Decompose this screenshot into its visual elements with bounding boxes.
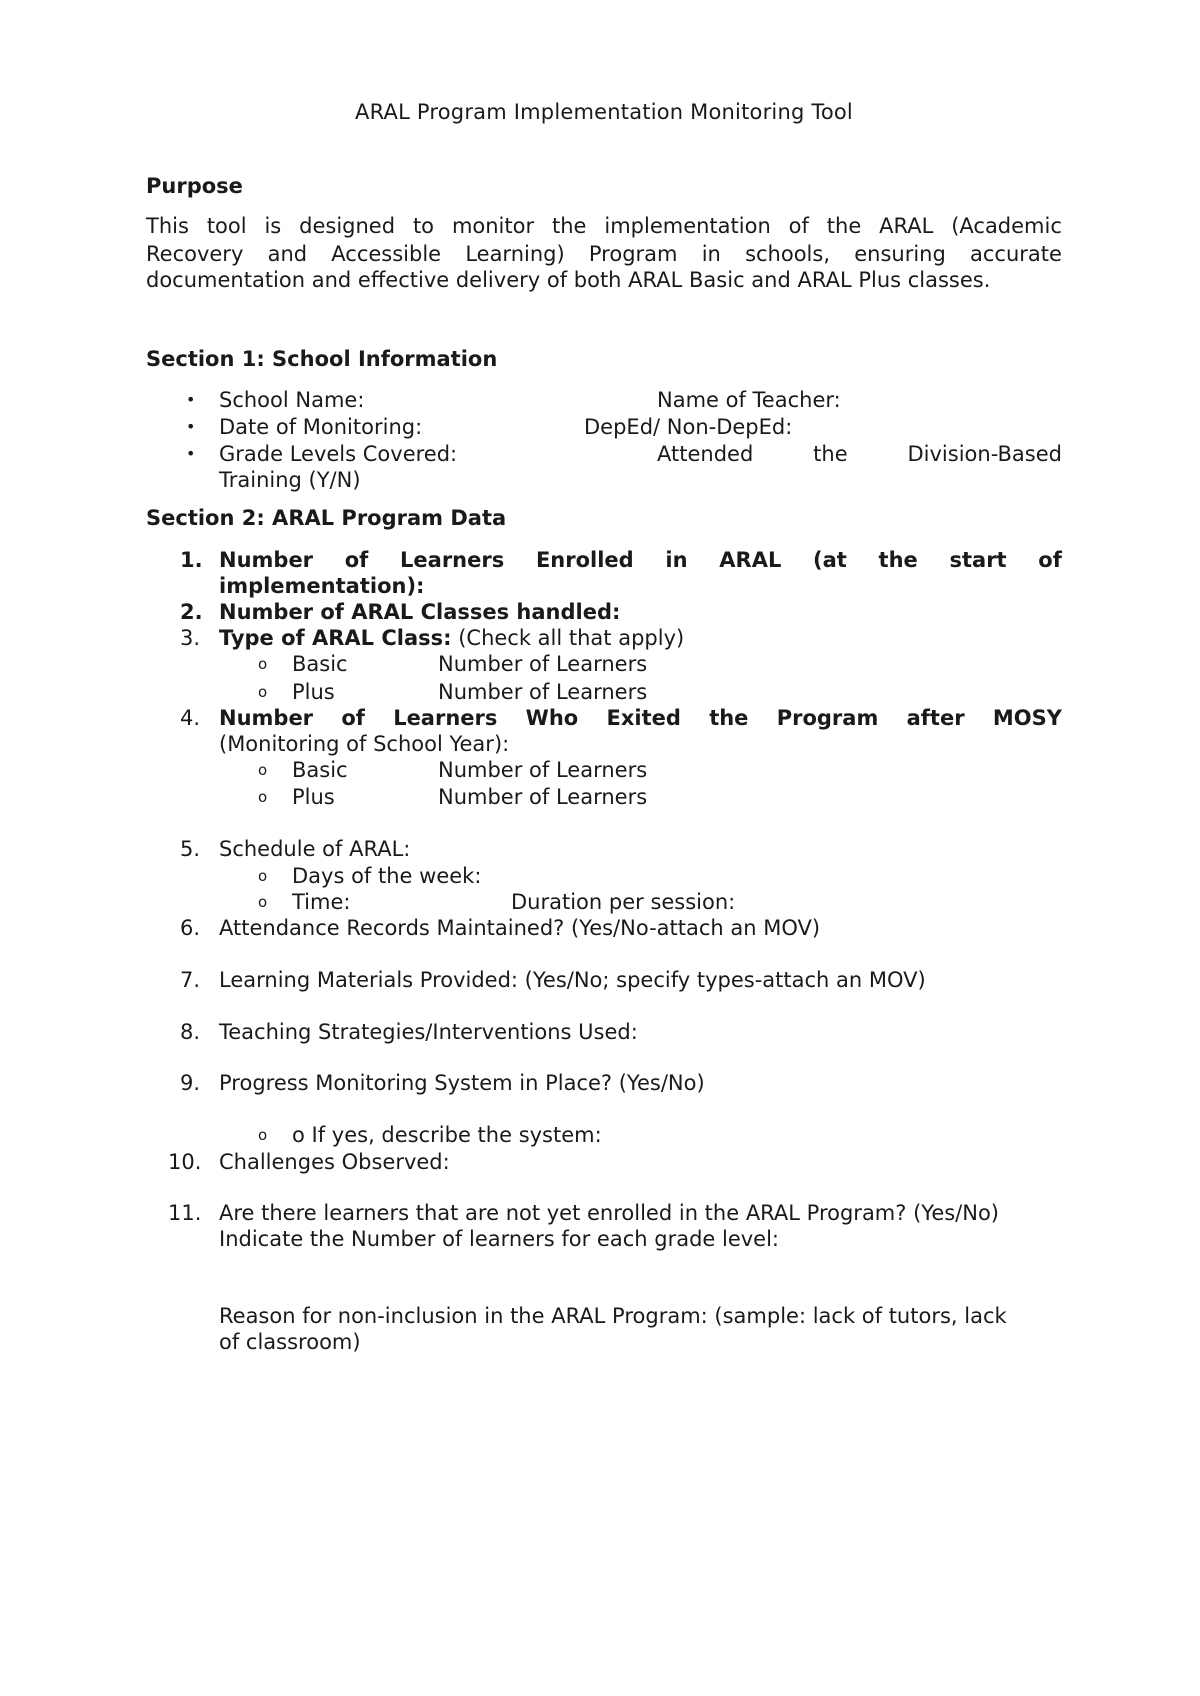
basic-learners-label: Number of Learners (438, 652, 648, 676)
item5-text: Schedule of ARAL: (219, 837, 411, 861)
item1-word: start (949, 548, 1007, 572)
bullet-icon: • (186, 444, 196, 463)
exited-plus-label: Plus (292, 785, 335, 809)
purpose-line-1 (146, 212, 1062, 240)
item-number: 4. (180, 706, 201, 730)
purpose-line-2 (146, 240, 1062, 268)
time-label: Time: (292, 890, 351, 914)
item-number: 2. (180, 600, 203, 624)
plus-label: Plus (292, 680, 335, 704)
exited-plus-learners-label: Number of Learners (438, 785, 648, 809)
item1-word: of (344, 548, 369, 572)
item4-line-2: (Monitoring of School Year): (219, 732, 510, 756)
item9-sub-text: o If yes, describe the system: (292, 1123, 602, 1147)
item4-word: Number (219, 706, 314, 730)
purpose-word: Program (588, 242, 678, 266)
days-label: Days of the week: (292, 864, 482, 888)
purpose-word: ensuring (854, 242, 946, 266)
school-name-label: School Name: (219, 388, 365, 412)
attended-word: the (813, 442, 848, 466)
circle-bullet-icon: o (258, 761, 268, 779)
item1-word: ARAL (719, 548, 782, 572)
item4-word: MOSY (992, 706, 1062, 730)
purpose-line-3: documentation and effective delivery of both ARAL Basic and ARAL Plus classes. (146, 268, 991, 292)
duration-label: Duration per session: (511, 890, 736, 914)
circle-bullet-icon: o (258, 683, 268, 701)
item-number: 11. (168, 1201, 202, 1225)
item4-word: after (906, 706, 965, 730)
item3-rest: (Check all that apply) (451, 626, 685, 650)
item8-text: Teaching Strategies/Interventions Used: (219, 1020, 638, 1044)
purpose-word: tool (206, 214, 247, 238)
item1-word: Enrolled (535, 548, 634, 572)
item-number: 1. (180, 548, 203, 572)
item7-text: Learning Materials Provided: (Yes/No; specify types-attach an MOV) (219, 968, 926, 992)
purpose-word: monitor (451, 214, 535, 238)
item1-word: in (665, 548, 688, 572)
item1-word: (at (813, 548, 847, 572)
item10-text: Challenges Observed: (219, 1150, 450, 1174)
item4-word: Program (776, 706, 879, 730)
item4-word: Learners (393, 706, 498, 730)
plus-learners-label: Number of Learners (438, 680, 648, 704)
purpose-word: schools, (745, 242, 831, 266)
training-label: Training (Y/N) (219, 468, 361, 492)
purpose-word: (Academic (951, 214, 1062, 238)
reason-line-1: Reason for non-inclusion in the ARAL Program: (sample: lack of tutors, lack (219, 1304, 1007, 1328)
item4-word: Who (525, 706, 579, 730)
item1-word: Number (219, 548, 314, 572)
attended-word: Division-Based (907, 442, 1062, 466)
item6-text: Attendance Records Maintained? (Yes/No-attach an MOV) (219, 916, 821, 940)
exited-basic-label: Basic (292, 758, 348, 782)
item4-word: of (341, 706, 365, 730)
item11-line-1: Are there learners that are not yet enrolled in the ARAL Program? (Yes/No) (219, 1201, 1000, 1225)
item1-line-1 (219, 546, 1062, 574)
purpose-word: designed (299, 214, 396, 238)
date-of-monitoring-label: Date of Monitoring: (219, 415, 423, 439)
attended-training-line (657, 440, 1062, 468)
section2-heading: Section 2: ARAL Program Data (146, 506, 507, 530)
purpose-word: Accessible (331, 242, 442, 266)
item2-text: Number of ARAL Classes handled: (219, 600, 621, 624)
item3-bold: Type of ARAL Class: (219, 626, 452, 650)
document-title: ARAL Program Implementation Monitoring Tool (355, 100, 853, 124)
item1-line-2: implementation): (219, 574, 425, 598)
circle-bullet-icon: o (258, 1126, 268, 1144)
purpose-word: the (826, 214, 862, 238)
section1-heading: Section 1: School Information (146, 347, 498, 371)
document-page (146, 0, 1062, 1696)
teacher-name-label: Name of Teacher: (657, 388, 841, 412)
grade-levels-label: Grade Levels Covered: (219, 442, 458, 466)
item3-text (219, 624, 684, 652)
purpose-word: of (788, 214, 809, 238)
item4-word: the (709, 706, 749, 730)
bullet-icon: • (186, 390, 196, 409)
circle-bullet-icon: o (258, 893, 268, 911)
purpose-word: accurate (970, 242, 1062, 266)
purpose-word: and (267, 242, 308, 266)
item-number: 5. (180, 837, 201, 861)
bullet-icon: • (186, 417, 196, 436)
deped-label: DepEd/ Non-DepEd: (584, 415, 793, 439)
item1-word: Learners (400, 548, 505, 572)
item-number: 10. (168, 1150, 202, 1174)
circle-bullet-icon: o (258, 655, 268, 673)
purpose-word: in (701, 242, 721, 266)
purpose-word: implementation (604, 214, 771, 238)
item-number: 9. (180, 1071, 201, 1095)
attended-word: Attended (657, 442, 754, 466)
exited-basic-learners-label: Number of Learners (438, 758, 648, 782)
item9-text: Progress Monitoring System in Place? (Yes/No) (219, 1071, 705, 1095)
circle-bullet-icon: o (258, 788, 268, 806)
item-number: 7. (180, 968, 201, 992)
purpose-heading: Purpose (146, 174, 243, 198)
item4-word: Exited (606, 706, 681, 730)
item-number: 6. (180, 916, 201, 940)
item11-line-2: Indicate the Number of learners for each grade level: (219, 1227, 780, 1251)
purpose-word: is (264, 214, 282, 238)
item4-line-1 (219, 704, 1062, 732)
item1-word: the (878, 548, 918, 572)
item-number: 3. (180, 626, 201, 650)
item1-word: of (1038, 548, 1062, 572)
purpose-word: ARAL (879, 214, 934, 238)
circle-bullet-icon: o (258, 867, 268, 885)
purpose-word: the (552, 214, 587, 238)
reason-line-2: of classroom) (219, 1330, 361, 1354)
basic-label: Basic (292, 652, 348, 676)
purpose-word: Recovery (146, 242, 244, 266)
purpose-word: to (412, 214, 435, 238)
purpose-word: This (146, 214, 189, 238)
purpose-word: Learning) (465, 242, 565, 266)
item-number: 8. (180, 1020, 201, 1044)
